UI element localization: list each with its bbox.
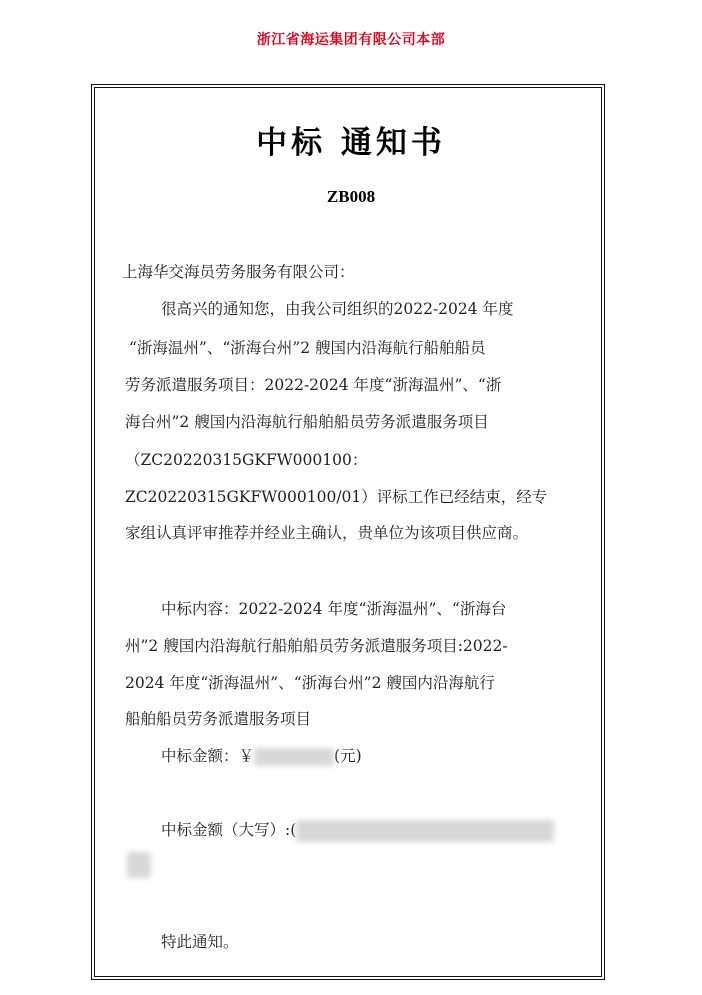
paragraph-line: 很高兴的通知您，由我公司组织的2022-2024 年度 <box>161 300 514 318</box>
paragraph-line: ZC20220315GKFW000100/01）评标工作已经结束，经专 <box>125 488 548 506</box>
content-line: 2024 年度“浙海温州”、“浙海台州”2 艘国内沿海航行 <box>125 674 495 692</box>
paragraph-line: 劳务派遣服务项目：2022-2024 年度“浙海温州”、“浙 <box>125 376 502 394</box>
bid-amount-words-row <box>161 818 554 842</box>
bid-amount-label: 中标金额：￥ <box>161 747 255 765</box>
bid-amount-row <box>161 744 362 766</box>
redacted-amount-words-continued <box>127 852 151 878</box>
closing-text: 特此通知。 <box>161 933 239 951</box>
document-number: ZB008 <box>326 187 376 206</box>
redacted-amount <box>254 748 334 766</box>
document-title: 中标 通知书 <box>256 125 446 161</box>
content-line: 中标内容：2022-2024 年度“浙海温州”、“浙海台 <box>161 600 507 618</box>
bid-amount-unit: (元) <box>334 747 362 765</box>
bid-amount-words-label: 中标金额（大写）:( <box>161 821 297 839</box>
paragraph-line: （ZC20220315GKFW000100： <box>125 451 368 469</box>
paragraph-line: 家组认真评审推荐并经业主确认，贵单位为该项目供应商。 <box>125 524 529 542</box>
redacted-amount-words <box>296 820 554 842</box>
paragraph-line: 海台州”2 艘国内沿海航行船舶船员劳务派遣服务项目 <box>125 413 489 431</box>
company-header: 浙江省海运集团有限公司本部 <box>256 32 446 48</box>
paragraph-line: “浙海温州”、“浙海台州”2 艘国内沿海航行船舶船员 <box>129 339 486 357</box>
addressee: 上海华交海员劳务服务有限公司： <box>122 263 355 281</box>
content-line: 州”2 艘国内沿海航行船舶船员劳务派遣服务项目:2022- <box>125 637 508 655</box>
content-line: 船舶船员劳务派遣服务项目 <box>125 710 312 728</box>
